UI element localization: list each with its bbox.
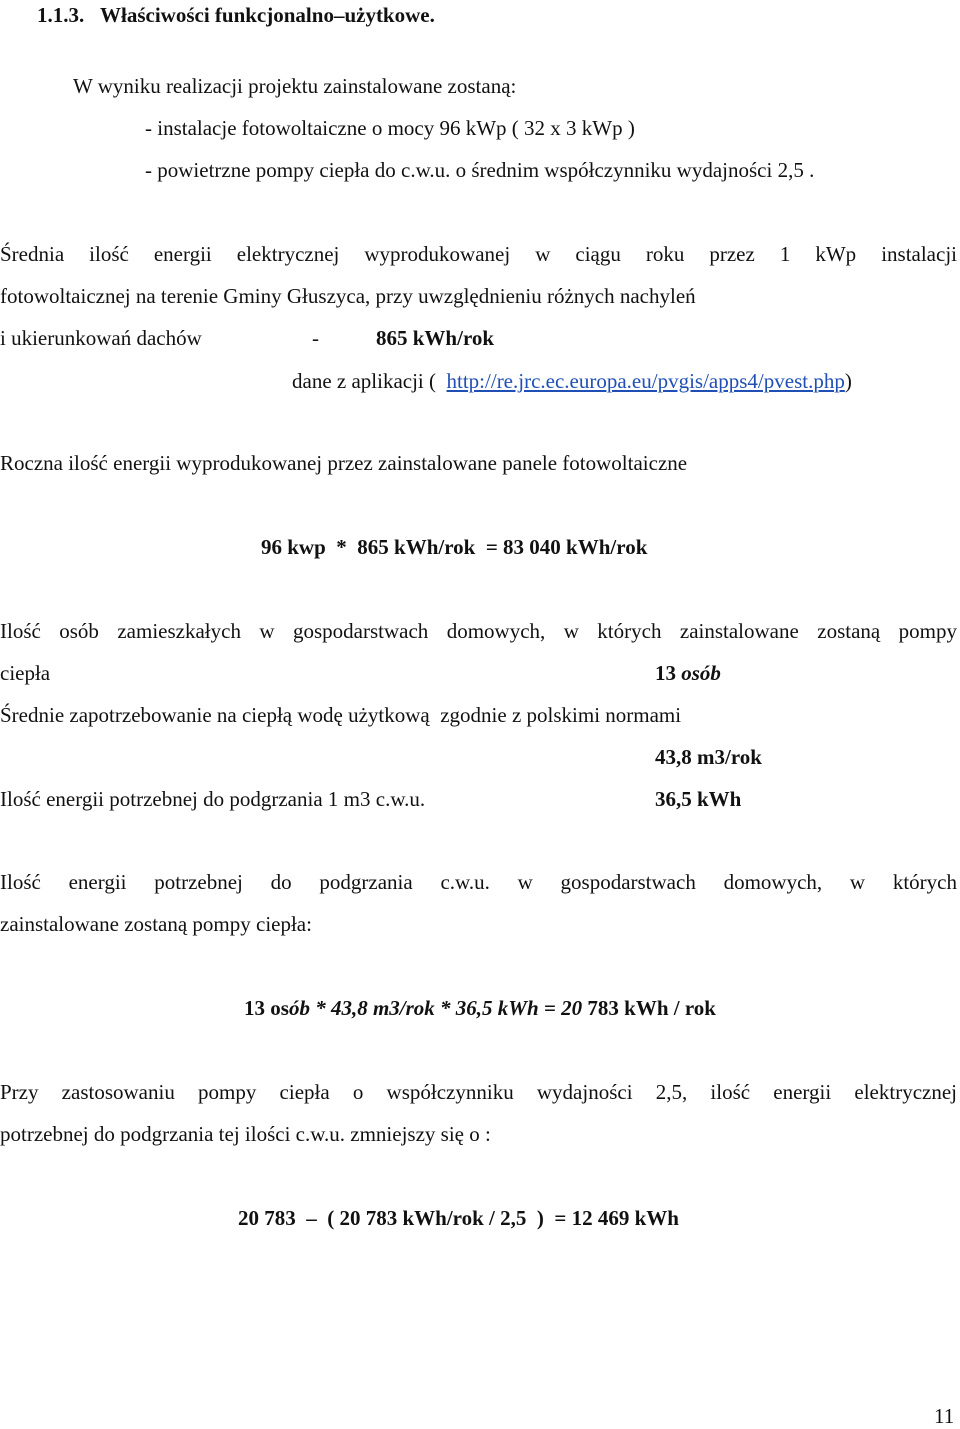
- avg-energy-line-2: fotowoltaicznej na terenie Gminy Głuszyca, przy uwzględnieniu różnych nachyleń: [0, 284, 696, 308]
- intro-item-heatpump: - powietrzne pompy ciepła do c.w.u. o średnim współczynniku wydajności 2,5 .: [145, 158, 815, 182]
- page-number: 11: [934, 1404, 955, 1428]
- total-heating-line-2: zainstalowane zostaną pompy ciepła:: [0, 912, 312, 936]
- total-heating-formula: [0, 995, 960, 1021]
- formula-part-1: 13 os: [244, 996, 289, 1020]
- annual-pv-text: Roczna ilość energii wyprodukowanej przez zainstalowane panele fotowoltaiczne: [0, 451, 688, 475]
- section-heading: [37, 2, 435, 28]
- section-title: Właściwości funkcjonalno–użytkowe.: [100, 3, 435, 27]
- source-suffix: ): [844, 369, 852, 393]
- residents-value: [655, 660, 721, 686]
- heat-pump-line-1: Przy zastosowaniu pompy ciepła o współczynniku wydajności 2,5, ilość energii elektrycznej: [0, 1080, 957, 1104]
- avg-energy-line-3-text: i ukierunkowań dachów: [0, 326, 202, 350]
- heat-pump-formula: 20 783 – ( 20 783 kWh/rok / 2,5 ) = 12 469 kWh: [238, 1206, 679, 1230]
- pvgis-link[interactable]: http://re.jrc.ec.europa.eu/pvgis/apps4/pvest.php: [446, 369, 845, 393]
- residents-line-1: Ilość osób zamieszkałych w gospodarstwach domowych, w których zainstalowane zostaną pompy: [0, 619, 957, 643]
- intro-lead: W wyniku realizacji projektu zainstalowane zostaną:: [73, 74, 517, 98]
- total-heating-line-1: Ilość energii potrzebnej do podgrzania c.w.u. w gospodarstwach domowych, w których: [0, 870, 957, 894]
- source-prefix: dane z aplikacji (: [292, 369, 437, 393]
- source-line: [292, 368, 852, 394]
- residents-count: 13: [655, 661, 676, 685]
- avg-energy-value: 865 kWh/rok: [376, 326, 495, 350]
- formula-part-2: ób * 43,8 m3/rok * 36,5 kWh = 20: [288, 996, 583, 1020]
- avg-energy-line-3-dash: -: [312, 326, 319, 350]
- heating-energy-value: 36,5 kWh: [655, 787, 742, 811]
- formula-part-3: 783 kWh / rok: [582, 996, 716, 1020]
- demand-value: 43,8 m3/rok: [655, 745, 762, 769]
- residents-line-2-text: ciepła: [0, 661, 51, 685]
- section-number: 1.1.3.: [37, 3, 85, 27]
- demand-text: Średnie zapotrzebowanie na ciepłą wodę użytkową zgodnie z polskimi normami: [0, 703, 682, 727]
- heating-energy-text: Ilość energii potrzebnej do podgrzania 1 m3 c.w.u.: [0, 787, 426, 811]
- residents-unit: osób: [681, 661, 721, 685]
- annual-pv-formula: 96 kwp * 865 kWh/rok = 83 040 kWh/rok: [261, 535, 648, 559]
- heat-pump-line-2: potrzebnej do podgrzania tej ilości c.w.u. zmniejszy się o :: [0, 1122, 491, 1146]
- avg-energy-line-1: Średnia ilość energii elektrycznej wyprodukowanej w ciągu roku przez 1 kWp instalacji: [0, 242, 957, 266]
- intro-item-pv: - instalacje fotowoltaiczne o mocy 96 kWp ( 32 x 3 kWp ): [145, 116, 635, 140]
